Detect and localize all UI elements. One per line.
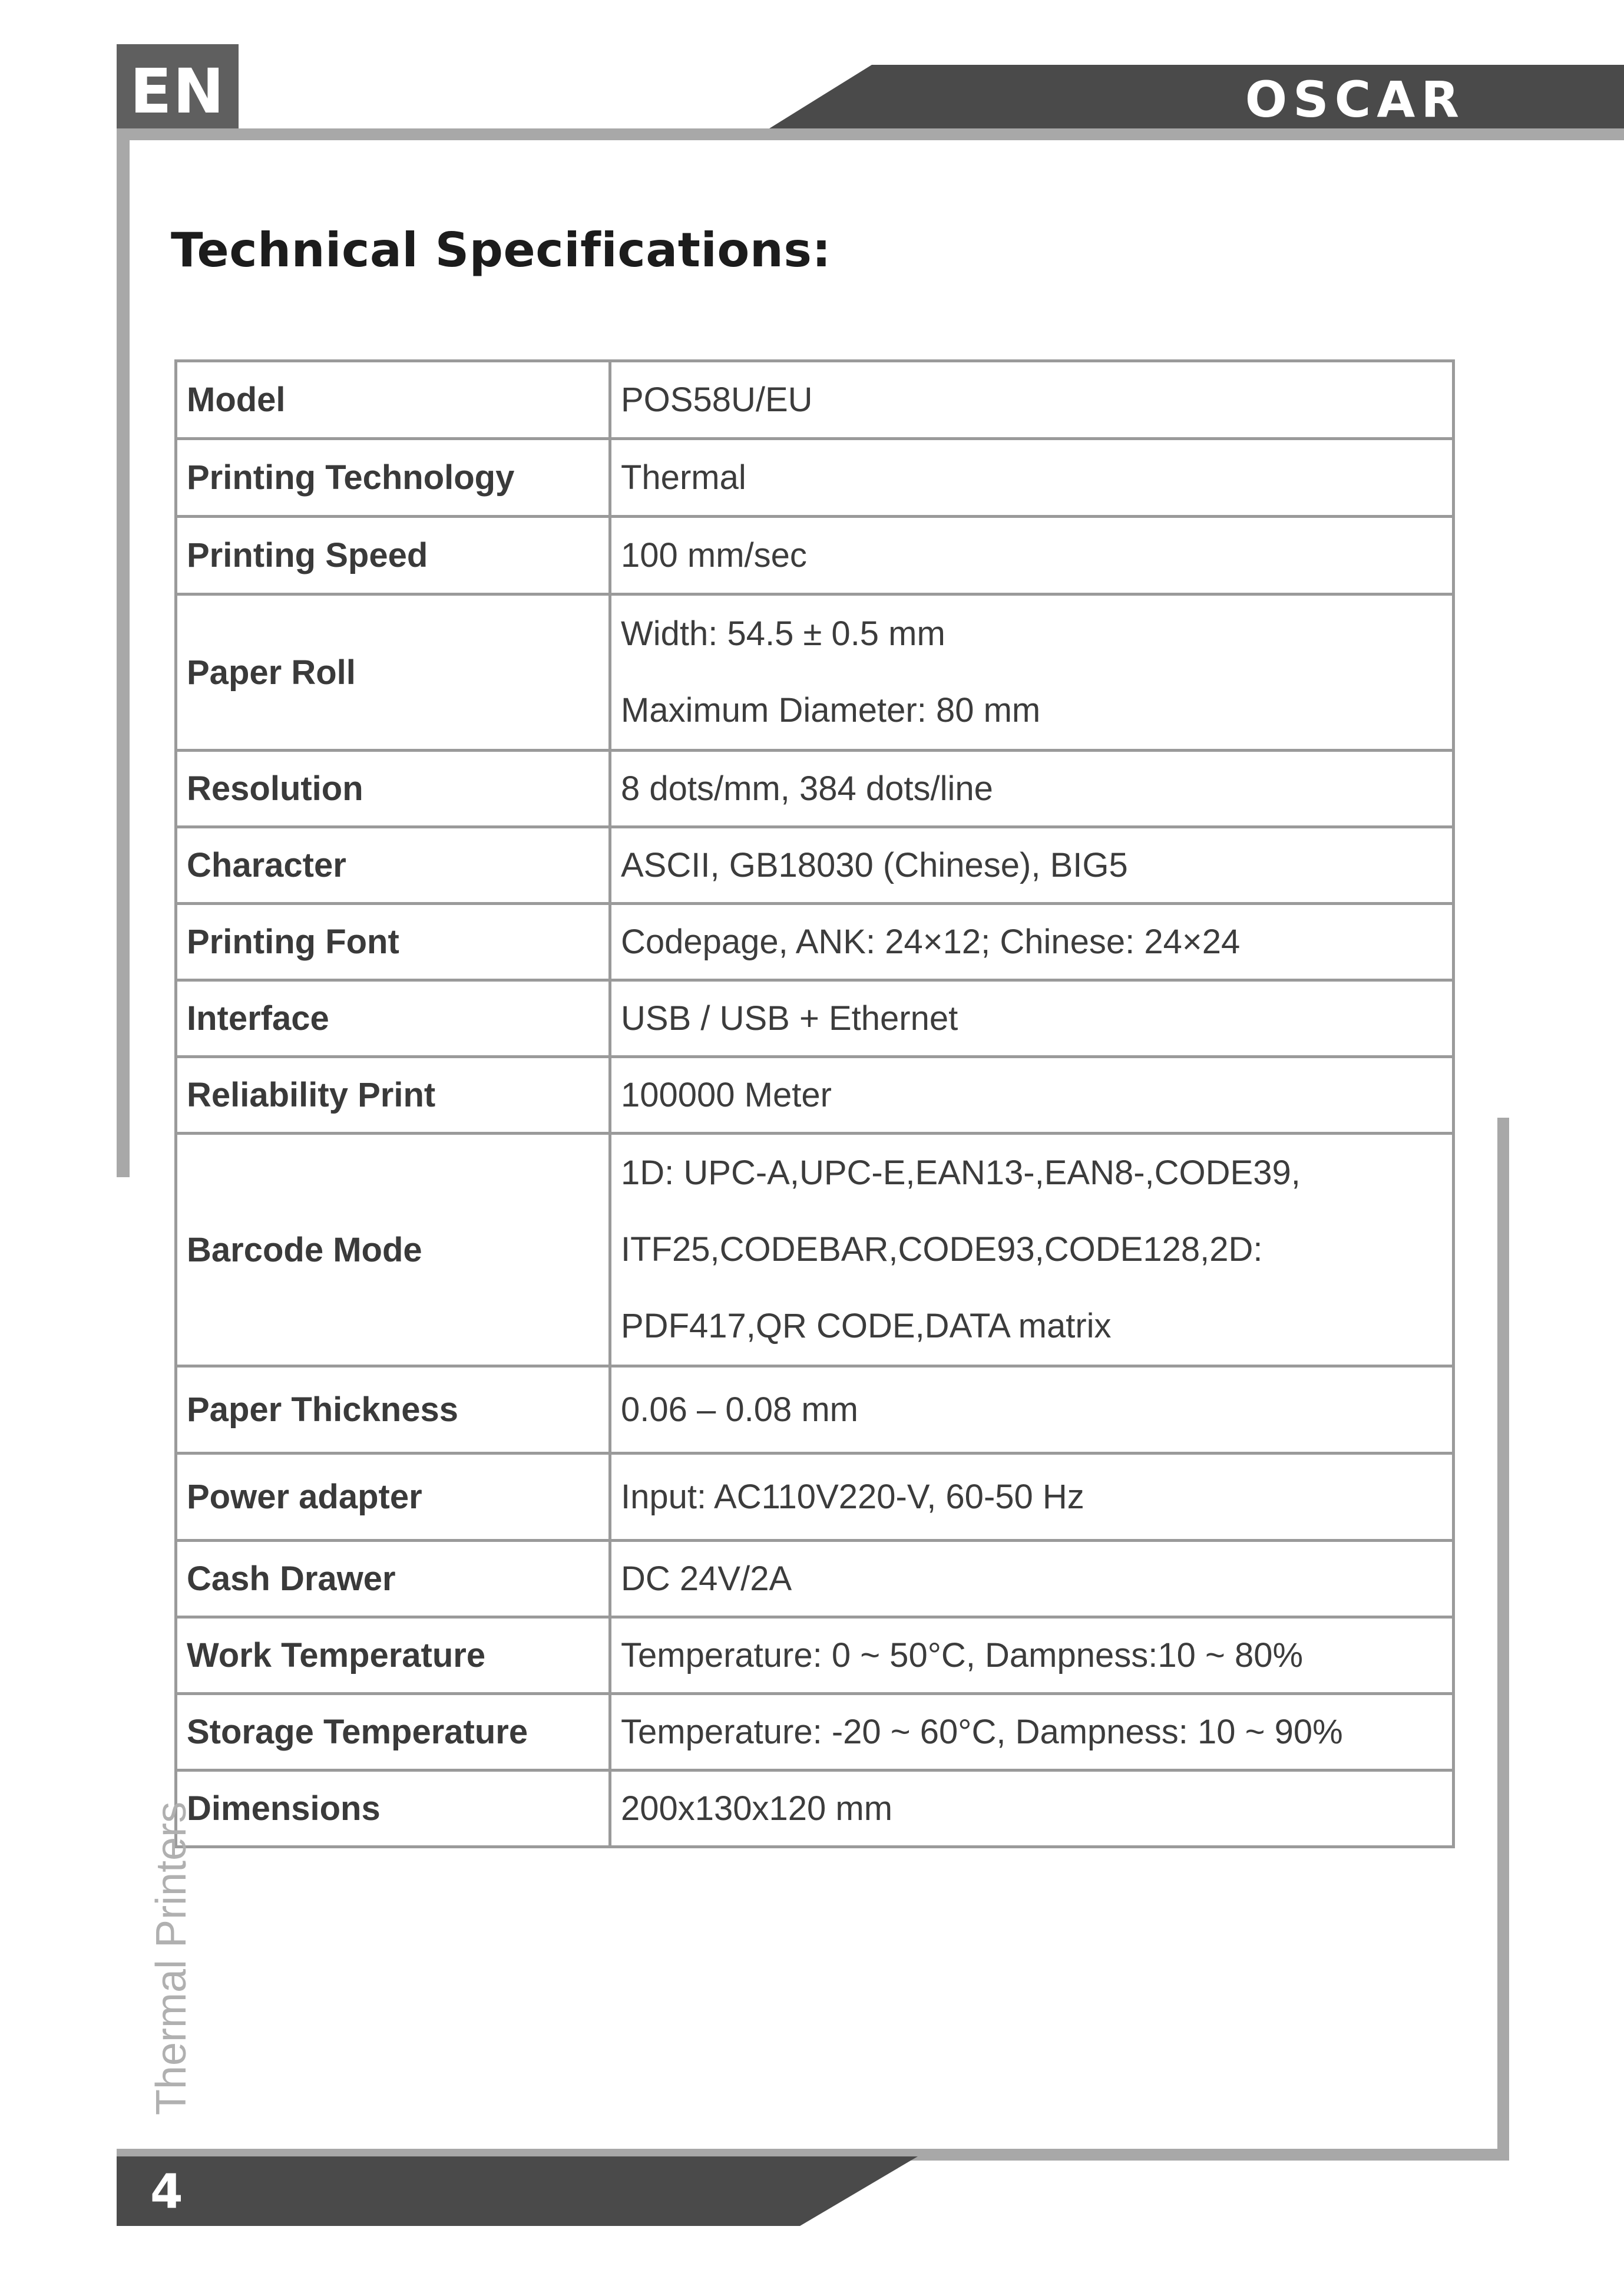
spec-value: Input: AC110V220-V, 60-50 Hz	[610, 1454, 1454, 1541]
spec-label: Paper Thickness	[176, 1366, 610, 1454]
spec-label: Printing Technology	[176, 439, 610, 517]
spec-value: USB / USB + Ethernet	[610, 980, 1454, 1057]
section-side-label: Thermal Printers	[148, 1801, 195, 2115]
spec-value: 200x130x120 mm	[610, 1771, 1454, 1847]
spec-value: DC 24V/2A	[610, 1541, 1454, 1617]
table-row	[176, 1694, 1454, 1771]
page-number: 4	[150, 2164, 183, 2219]
table-row	[176, 1541, 1454, 1617]
left-frame-bar	[117, 128, 130, 1177]
table-row	[176, 361, 1454, 439]
spec-value: Temperature: -20 ~ 60°C, Dampness: 10 ~ 90%	[610, 1694, 1454, 1771]
spec-table	[174, 359, 1455, 1848]
spec-label: Reliability Print	[176, 1057, 610, 1134]
right-frame-bar	[1497, 1118, 1509, 2161]
spec-label: Paper Roll	[176, 594, 610, 751]
spec-value	[610, 594, 1454, 751]
spec-value-line: ITF25,CODEBAR,CODE93,CODE128,2D:	[621, 1230, 1263, 1269]
table-row	[176, 1366, 1454, 1454]
table-row	[176, 594, 1454, 751]
brand-logo: OSCAR	[1245, 71, 1465, 128]
spec-value-line: Maximum Diameter: 80 mm	[621, 691, 1041, 729]
spec-value: Codepage, ANK: 24×12; Chinese: 24×24	[610, 904, 1454, 980]
spec-label: Resolution	[176, 751, 610, 827]
spec-value: 0.06 – 0.08 mm	[610, 1366, 1454, 1454]
spec-value: 100 mm/sec	[610, 517, 1454, 594]
table-row	[176, 1057, 1454, 1134]
language-badge: EN	[117, 44, 239, 138]
table-row	[176, 517, 1454, 594]
spec-value-line: Width: 54.5 ± 0.5 mm	[621, 615, 945, 653]
spec-value	[610, 1134, 1454, 1366]
spec-value: Thermal	[610, 439, 1454, 517]
spec-label: Storage Temperature	[176, 1694, 610, 1771]
spec-label: Printing Font	[176, 904, 610, 980]
table-row	[176, 751, 1454, 827]
header-rule	[117, 128, 1624, 140]
spec-value: 8 dots/mm, 384 dots/line	[610, 751, 1454, 827]
table-row	[176, 904, 1454, 980]
spec-label: Barcode Mode	[176, 1134, 610, 1366]
spec-label: Model	[176, 361, 610, 439]
spec-value-line: PDF417,QR CODE,DATA matrix	[621, 1307, 1112, 1345]
header-band	[760, 65, 1624, 134]
spec-value: POS58U/EU	[610, 361, 1454, 439]
spec-label: Printing Speed	[176, 517, 610, 594]
table-row	[176, 1454, 1454, 1541]
spec-label: Dimensions	[176, 1771, 610, 1847]
spec-label: Cash Drawer	[176, 1541, 610, 1617]
spec-label: Character	[176, 827, 610, 904]
table-row	[176, 439, 1454, 517]
footer-band	[117, 2156, 918, 2226]
spec-label: Power adapter	[176, 1454, 610, 1541]
spec-label: Work Temperature	[176, 1617, 610, 1694]
table-row	[176, 980, 1454, 1057]
table-row	[176, 827, 1454, 904]
spec-value: 100000 Meter	[610, 1057, 1454, 1134]
table-row	[176, 1134, 1454, 1366]
spec-label: Interface	[176, 980, 610, 1057]
table-row	[176, 1771, 1454, 1847]
page-title: Technical Specifications:	[171, 223, 831, 278]
spec-value: ASCII, GB18030 (Chinese), BIG5	[610, 827, 1454, 904]
spec-value-line: 1D: UPC-A,UPC-E,EAN13-,EAN8-,CODE39,	[621, 1154, 1301, 1192]
spec-value: Temperature: 0 ~ 50°C, Dampness:10 ~ 80%	[610, 1617, 1454, 1694]
table-row	[176, 1617, 1454, 1694]
